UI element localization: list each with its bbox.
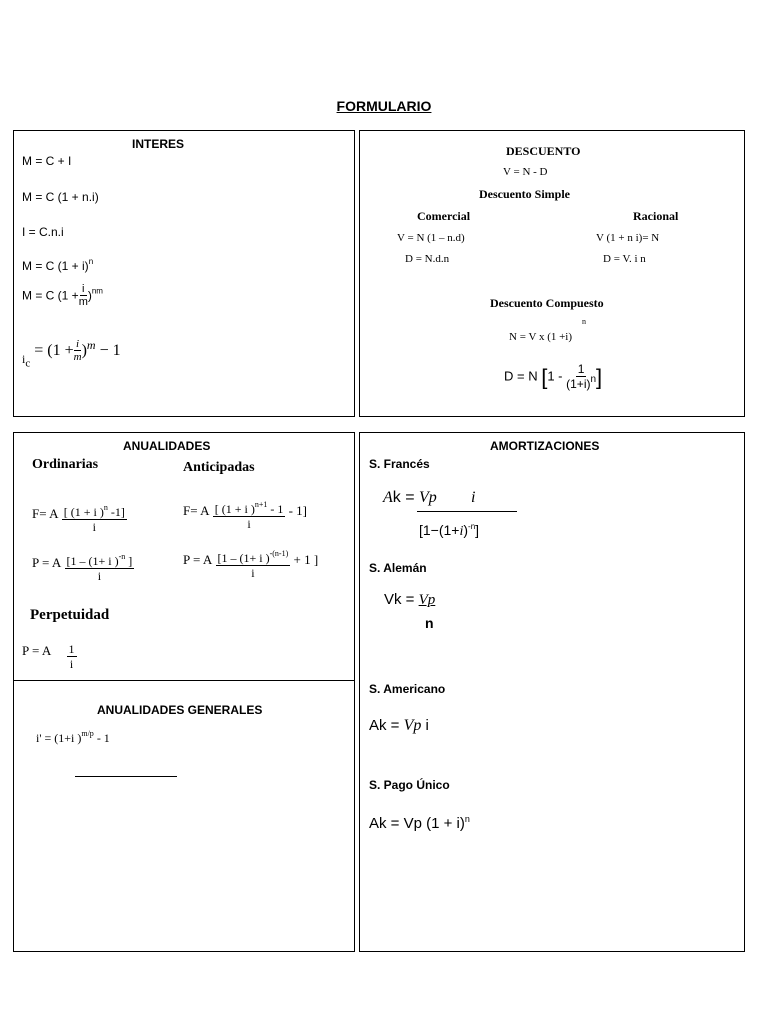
frances-heading: S. Francés: [369, 457, 430, 471]
racional-heading: Racional: [633, 209, 679, 223]
descuento-heading: DESCUENTO: [506, 144, 581, 158]
generales-formula: i' = (1+i )$^{m/p}$ - 1: [36, 729, 110, 745]
anticipadas-heading: Anticipadas: [183, 460, 255, 475]
ordinarias-f-formula: F= A $\frac{[ (1 + i )^n -1]}{i}$: [32, 503, 125, 535]
interes-formula-2: M = C (1 + n.i): [22, 190, 99, 204]
ordinarias-heading: Ordinarias: [32, 457, 99, 472]
aleman-denominator: n: [425, 615, 434, 631]
americano-formula: Ak = Vp i: [369, 717, 429, 734]
interes-formula-1: M = C + I: [22, 154, 72, 168]
aleman-formula: Vk = Vp: [384, 591, 436, 608]
compuesto-formula-1: N = V x (1 +i): [509, 331, 573, 343]
anticipadas-f-formula: F= A $\frac{[ (1 + i )^{n+1} - 1}{i}$ - 1]: [183, 500, 308, 532]
frances-numerator: i: [471, 489, 476, 506]
descuento-simple-heading: Descuento Simple: [479, 187, 570, 201]
anualidades-heading: ANUALIDADES: [123, 439, 211, 453]
descuento-formula-1: V = N - D: [503, 166, 548, 178]
ordinarias-p-formula: P = A $\frac{[1 - (1+ i )^{-n} ]}{i}$: [32, 552, 133, 584]
anticipadas-p-formula: P = A $\frac{[1 - (1+ i )^{-(n-1)}}{i}$ + 1 ]: [183, 549, 319, 581]
generales-underline: [75, 776, 177, 777]
page-title: FORMULARIO: [336, 98, 432, 114]
anualidades-divider: [13, 680, 355, 681]
amortizaciones-heading: AMORTIZACIONES: [490, 439, 600, 453]
pago-unico-heading: S. Pago Único: [369, 778, 450, 792]
racional-formula-1: V (1 + n i)= N: [596, 232, 660, 244]
comercial-formula-2: D = N.d.n: [405, 253, 450, 265]
aleman-heading: S. Alemán: [369, 561, 427, 575]
interes-formula-4: M = C $(1 + i)^n$: [22, 257, 94, 273]
descuento-compuesto-heading: Descuento Compuesto: [490, 296, 604, 310]
compuesto-exponent: n: [582, 317, 586, 326]
interes-formula-6: $_{i_c}$ = (1 + $\frac{i}{m}$ )$^m$ − 1: [22, 337, 121, 370]
interes-box: [13, 130, 355, 417]
comercial-heading: Comercial: [417, 209, 471, 223]
compuesto-formula-2: D = N [1 - $\frac{1}{(1+i)^n}$ ]: [504, 362, 603, 392]
interes-formula-3: I = C.n.i: [22, 225, 64, 239]
pago-unico-formula: Ak = Vp $(1 + i)^n$: [369, 814, 470, 832]
frances-formula: Ak = Vp: [383, 489, 437, 506]
anualidades-generales-heading: ANUALIDADES GENERALES: [97, 703, 263, 717]
racional-formula-2: D = V. i n: [603, 253, 646, 265]
interes-formula-5: M = C (1 + $\frac{i}{m}$ )$^{nm}$: [22, 283, 103, 309]
frances-denominator: $[1-(1+i)^{-n}]$: [419, 522, 480, 539]
comercial-formula-1: V = N (1 – n.d): [397, 232, 465, 244]
interes-heading: INTERES: [132, 137, 185, 151]
americano-heading: S. Americano: [369, 682, 446, 696]
perpetuidad-heading: Perpetuidad: [30, 607, 110, 623]
perpetuidad-formula: P = A $\frac{1}{i}$: [22, 642, 75, 672]
frances-fraction-bar: [417, 511, 517, 512]
